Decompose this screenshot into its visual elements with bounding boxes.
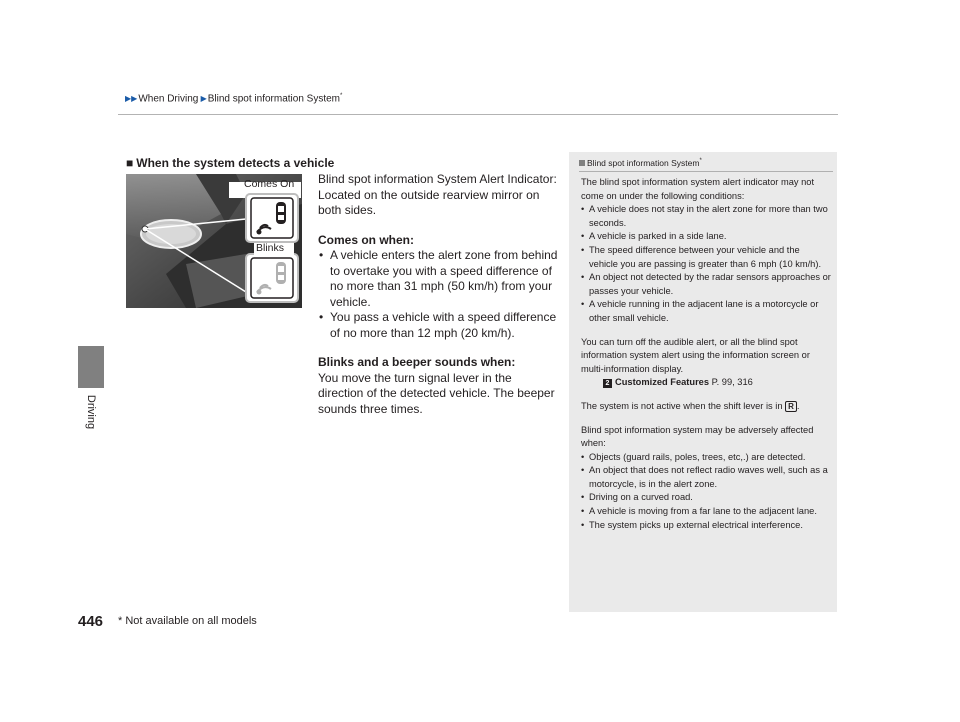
list-item: • A vehicle is parked in a side lane. — [581, 230, 831, 244]
sidebar-body — [581, 176, 831, 532]
affected-list — [581, 451, 831, 533]
header-divider — [118, 114, 838, 115]
main-text — [318, 172, 560, 417]
sidebar-divider — [579, 171, 833, 172]
list-item: • A vehicle enters the alert zone from behind to overtake you with a speed difference of no more than 31 mph (50 km/h) from your vehicle. — [318, 248, 560, 310]
list-item: • An object not detected by the radar sensors approaches or passes your vehicle. — [581, 271, 831, 298]
blinks-text: You move the turn signal lever in the direction of the detected vehicle. The beeper sounds three times. — [318, 370, 555, 416]
breadcrumb-item-when-driving[interactable]: When Driving — [138, 93, 199, 105]
breadcrumb-item-blind-spot[interactable]: Blind spot information System — [207, 93, 340, 105]
comes-on-list — [318, 248, 560, 341]
not-active-text: The system is not active when the shift lever is in R . — [581, 400, 800, 411]
chapter-label: Driving — [85, 394, 97, 430]
comes-on-title: Comes on when: — [318, 232, 415, 247]
footnote: * Not available on all models — [118, 615, 257, 627]
conditions-list — [581, 203, 831, 325]
blinks-title: Blinks and a beeper sounds when: — [318, 355, 516, 369]
asterisk-mark: * — [340, 93, 343, 99]
xref-pages: P. 99, 316 — [711, 377, 753, 388]
section-marker-icon: ■ — [126, 156, 134, 170]
cross-reference[interactable] — [581, 376, 831, 390]
list-item: • An object that does not reflect radio waves well, such as a motorcycle, is in the alert zone. — [581, 464, 831, 491]
breadcrumb-arrow-icon: ▶▶ — [125, 94, 138, 104]
note-marker-icon — [579, 160, 585, 166]
list-item: • A vehicle does not stay in the alert zone for more than two seconds. — [581, 203, 831, 230]
list-item: • Objects (guard rails, poles, trees, etc,.) are detected. — [581, 451, 831, 465]
list-item: • Driving on a curved road. — [581, 491, 831, 505]
sidebar-title: Blind spot information System* — [579, 158, 702, 168]
xref-link[interactable]: Customized Features — [615, 377, 710, 388]
list-item: • You pass a vehicle with a speed difference of no more than 12 mph (20 km/h). — [318, 310, 560, 341]
page-number: 446 — [78, 613, 104, 630]
list-item: • The system picks up external electrical interference. — [581, 519, 831, 533]
list-item: • A vehicle is moving from a far lane to the adjacent lane. — [581, 505, 831, 519]
section-heading: ■ When the system detects a vehicle — [126, 156, 335, 170]
intro-line: Located on the outside rearview mirror on both sides. — [318, 187, 540, 217]
gear-r-icon: R — [785, 401, 797, 412]
comes-on-label: Comes On — [244, 178, 295, 190]
mirror-illustration-drawing — [126, 174, 302, 308]
turn-off-text: You can turn off the audible alert, or all the blind spot information system alert using the information screen or multi-information display. — [581, 336, 810, 374]
breadcrumb — [125, 93, 342, 104]
list-item: • A vehicle running in the adjacent lane is a motorcycle or other small vehicle. — [581, 298, 831, 325]
list-item: • The speed difference between your vehicle and the vehicle you are passing is greater than 6 mph (10 km/h). — [581, 244, 831, 271]
affected-intro: Blind spot information system may be adversely affected when: — [581, 424, 814, 449]
sidebar-note — [569, 152, 837, 612]
arrow-icon: 2 — [603, 379, 612, 388]
mirror-illustration — [126, 174, 302, 308]
sidebar-intro: The blind spot information system alert indicator may not come on under the following conditions: — [581, 177, 815, 201]
intro-line: Blind spot information System Alert Indicator: — [318, 172, 557, 186]
breadcrumb-arrow-icon: ▶ — [198, 94, 207, 104]
blinks-label: Blinks — [256, 242, 285, 254]
